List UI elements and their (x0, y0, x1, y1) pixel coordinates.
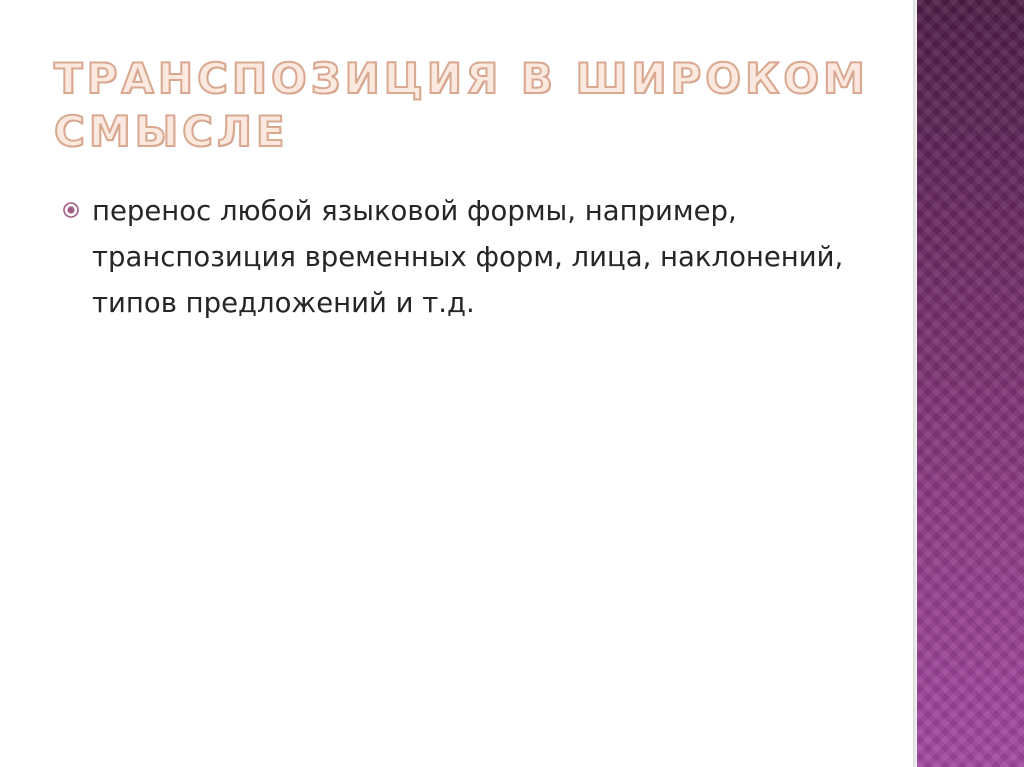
decorative-side-band (917, 0, 1024, 767)
bullet-text: перенос любой языковой формы, например, транспозиция временных форм, лица, наклонений, типов предложений и т.д. (92, 195, 844, 319)
bullet-item (62, 188, 862, 326)
side-band-texture (917, 0, 1024, 767)
slide-title: ТРАНСПОЗИЦИЯ В ШИРОКОМ СМЫСЛЕ (54, 54, 869, 156)
radio-bullet-icon (62, 201, 80, 219)
slide-content (62, 188, 862, 326)
